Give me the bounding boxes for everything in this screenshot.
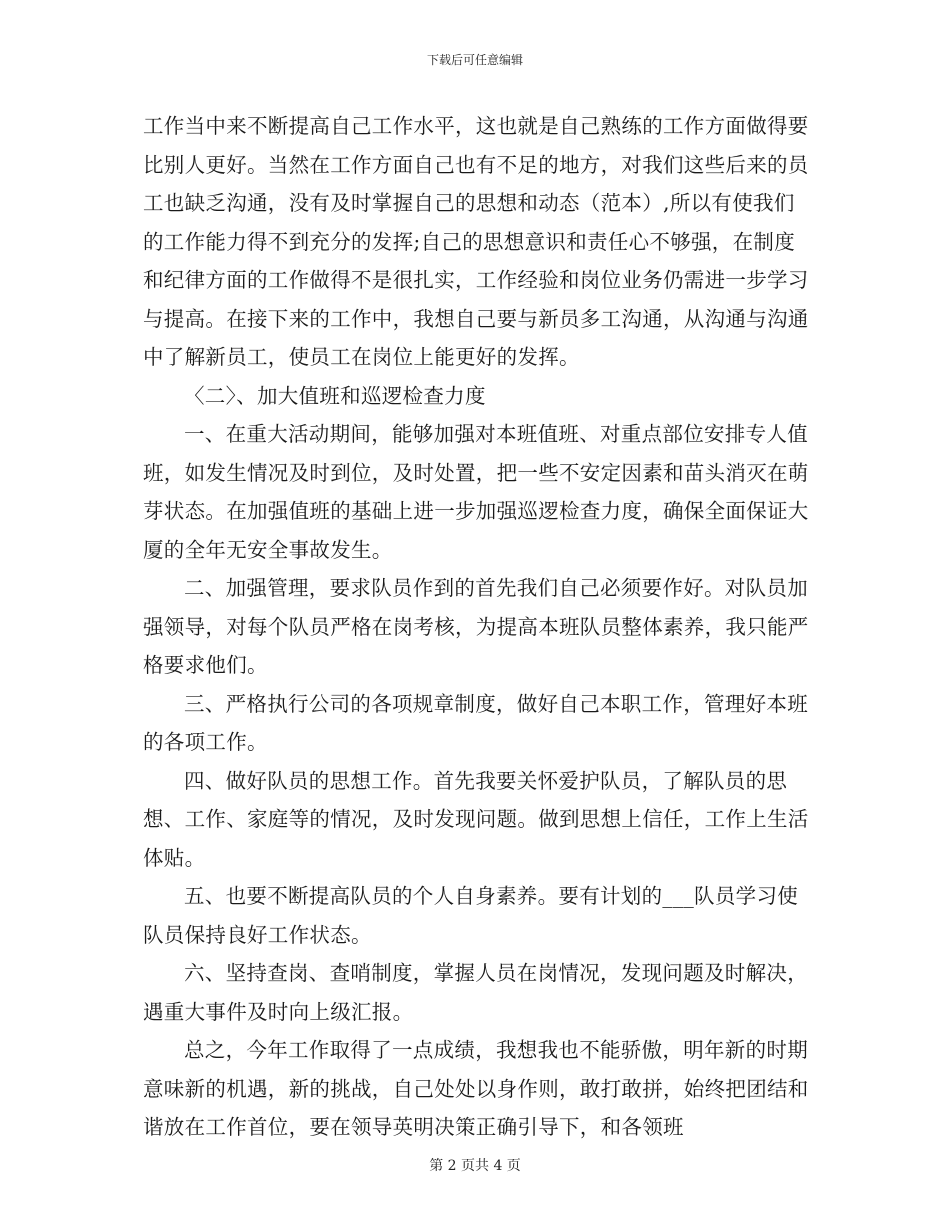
paragraph-item-6: 六、坚持查岗、查哨制度，掌握人员在岗情况，发现问题及时解决，遇重大事件及时向上级汇报。 xyxy=(143,961,808,1024)
paragraph-continuation: 工作当中来不断提高自己工作水平，这也就是自己熟练的工作方面做得要比别人更好。当然在工作方面自己也有不足的地方，对我们这些后来的员工也缺乏沟通，没有及时掌握自己的思想和动态（范本）,所以有使我们的工作能力得不到充分的发挥;自己的思想意识和责任心不够强，在制度和纪律方面的工作做得不是很扎实，工作经验和岗位业务仍需进一步学习与提高。在接下来的工作中，我想自己要与新员多工沟通，从沟通与沟通中了解新员工，使员工在岗位上能更好的发挥。 xyxy=(143,114,809,369)
section-heading: 〈二〉、加大值班和巡逻检查力度 xyxy=(184,383,486,408)
page-header: 下载后可任意编辑 xyxy=(426,53,523,67)
paragraph-item-1: 一、在重大活动期间，能够加强对本班值班、对重点部位安排专人值班，如发生情况及时到位，及时处置，把一些不安定因素和苗头消灭在萌芽状态。在加强值班的基础上进一步加强巡逻检查力度，确保全面保证大厦的全年无安全事故发生。 xyxy=(143,422,809,562)
paragraph-item-5: 五、也要不断提高队员的个人自身素养。要有计划的___队员学习使队员保持良好工作状态。 xyxy=(143,884,799,947)
paragraph-item-2: 二、加强管理，要求队员作到的首先我们自己必须要作好。对队员加强领导，对每个队员严格在岗考核，为提高本班队员整体素养，我只能严格要求他们。 xyxy=(143,576,809,677)
paragraph-item-3: 三、严格执行公司的各项规章制度，做好自己本职工作，管理好本班的各项工作。 xyxy=(143,691,808,754)
paragraph-item-4: 四、做好队员的思想工作。首先我要关怀爱护队员，了解队员的思想、工作、家庭等的情况，及时发现问题。做到思想上信任，工作上生活体贴。 xyxy=(143,768,809,870)
document-body xyxy=(143,107,813,1147)
paragraph-summary: 总之，今年工作取得了一点成绩，我想我也不能骄傲，明年新的时期意味新的机遇，新的挑战，自己处处以身作则，敢打敢拼，始终把团结和谐放在工作首位，要在领导英明决策正确引导下，和各领班 xyxy=(143,1038,809,1139)
page-footer: 第 2 页共 4 页 xyxy=(429,1158,521,1174)
